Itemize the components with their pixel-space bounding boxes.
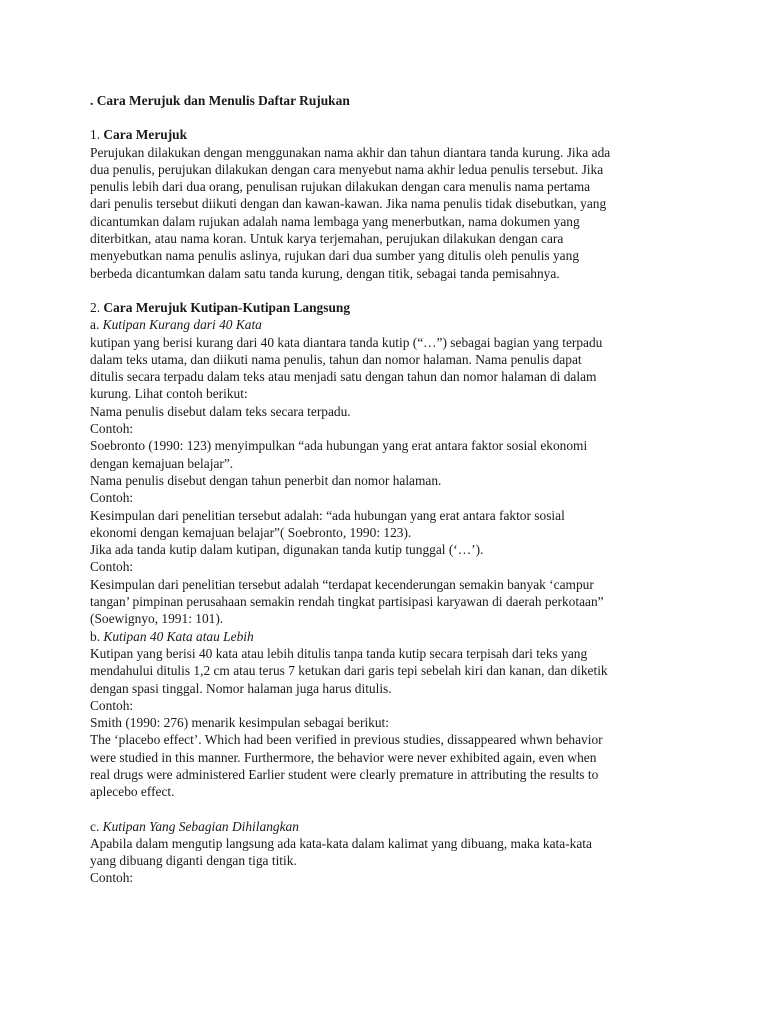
text-line: Smith (1990: 276) menarik kesimpulan sebagai berikut: <box>90 715 390 731</box>
subsection-a-body <box>90 334 690 628</box>
text-line: Contoh: <box>90 421 134 437</box>
text-line: Contoh: <box>90 697 134 713</box>
text-line: were studied in this manner. Furthermore, the behavior were never exhibited again, even when <box>90 749 597 765</box>
subsection-a-prefix: a. <box>90 317 103 333</box>
text-line: Contoh: <box>90 559 134 575</box>
text-line: real drugs were administered Earlier student were clearly premature in attributing the results to <box>90 766 599 782</box>
subsection-b-heading <box>90 628 690 645</box>
section-2-number: 2. <box>90 299 104 315</box>
text-line: aplecebo effect. <box>90 784 175 800</box>
subsection-c-body <box>90 835 690 887</box>
text-line: dua penulis, perujukan dilakukan dengan cara menyebut nama akhir ledua penulis tersebut. Jika <box>90 161 604 177</box>
text-line: Soebronto (1990: 123) menyimpulkan “ada hubungan yang erat antara faktor sosial ekonomi <box>90 438 588 454</box>
text-line: berbeda dicantumkan dalam satu tanda kurung, dengan titik, sebagai tanda pemisahnya. <box>90 265 560 281</box>
section-1-number: 1. <box>90 127 104 143</box>
text-line: penulis lebih dari dua orang, penulisan rujukan dilakukan dengan cara menulis nama pertama <box>90 179 591 195</box>
subsection-a-heading <box>90 316 690 333</box>
subsection-a-title: Kutipan Kurang dari 40 Kata <box>102 317 262 333</box>
spacer <box>90 109 690 126</box>
text-line: dengan spasi tinggal. Nomor halaman juga harus ditulis. <box>90 680 392 696</box>
text-line: kutipan yang berisi kurang dari 40 kata diantara tanda kutip (“…”) sebagai bagian yang terpadu <box>90 334 603 350</box>
text-line: ekonomi dengan kemajuan belajar”( Soebronto, 1990: 123). <box>90 524 412 540</box>
subsection-b-body <box>90 645 690 801</box>
text-line: (Soewignyo, 1991: 101). <box>90 611 224 627</box>
section-1-title: Cara Merujuk <box>103 127 188 143</box>
text-line: Kesimpulan dari penelitian tersebut adalah “terdapat kecenderungan semakin banyak ‘campur <box>90 576 594 592</box>
text-line: Jika ada tanda kutip dalam kutipan, digunakan tanda kutip tunggal (‘…’). <box>90 542 484 558</box>
text-line: Kutipan yang berisi 40 kata atau lebih ditulis tanpa tanda kutip secara terpisah dari teks yang <box>90 645 588 661</box>
spacer <box>90 801 690 818</box>
text-line: menyebutkan nama penulis aslinya, rujukan dari dua sumber yang ditulis oleh penulis yang <box>90 248 580 264</box>
text-line: Nama penulis disebut dengan tahun penerbit dan nomor halaman. <box>90 472 442 488</box>
text-line: dengan kemajuan belajar”. <box>90 455 234 471</box>
text-line: Perujukan dilakukan dengan menggunakan nama akhir dan tahun diantara tanda kurung. Jika ada <box>90 144 611 160</box>
text-line: dicantumkan dalam rujukan adalah nama lembaga yang menerbutkan, nama dokumen yang <box>90 213 580 229</box>
text-line: Contoh: <box>90 870 134 886</box>
text-line: Nama penulis disebut dalam teks secara terpadu. <box>90 403 351 419</box>
subsection-b-prefix: b. <box>90 628 104 644</box>
text-line: Contoh: <box>90 490 134 506</box>
section-1-heading <box>90 126 690 143</box>
text-line: dalam teks utama, dan diikuti nama penulis, tahun dan nomor halaman. Nama penulis dapat <box>90 351 582 367</box>
text-line: mendahului ditulis 1,2 cm atau terus 7 ketukan dari garis tepi sebelah kiri dan kanan, dan diketik <box>90 663 608 679</box>
document-title: . Cara Merujuk dan Menulis Daftar Rujukan <box>90 93 350 108</box>
section-2-title: Cara Merujuk Kutipan-Kutipan Langsung <box>103 299 351 315</box>
text-line: yang dibuang diganti dengan tiga titik. <box>90 853 297 869</box>
text-line: kurung. Lihat contoh berikut: <box>90 386 248 402</box>
document-body <box>90 92 690 887</box>
section-2-heading <box>90 299 690 316</box>
text-line: Apabila dalam mengutip langsung ada kata-kata dalam kalimat yang dibuang, maka kata-kata <box>90 835 592 851</box>
subsection-c-heading <box>90 818 690 835</box>
subsection-c-title: Kutipan Yang Sebagian Dihilangkan <box>102 818 299 834</box>
subsection-b-title: Kutipan 40 Kata atau Lebih <box>103 628 254 644</box>
spacer <box>90 282 690 299</box>
text-line: dari penulis tersebut diikuti dengan dan kawan-kawan. Jika nama penulis tidak disebutkan, yang <box>90 196 607 212</box>
text-line: tangan’ pimpinan perusahaan semakin rendah tingkat partisipasi karyawan di daerah perkotaan” <box>90 594 604 610</box>
section-1-body <box>90 144 690 282</box>
text-line: The ‘placebo effect’. Which had been verified in previous studies, dissappeared whwn behavior <box>90 732 603 748</box>
text-line: diterbitkan, atau nama koran. Untuk karya terjemahan, perujukan dilakukan dengan cara <box>90 231 564 247</box>
subsection-c-prefix: c. <box>90 818 103 834</box>
text-line: ditulis secara terpadu dalam teks atau menjadi satu dengan tahun dan nomor halaman di dalam <box>90 369 597 385</box>
text-line: Kesimpulan dari penelitian tersebut adalah: “ada hubungan yang erat antara faktor sosial <box>90 507 565 523</box>
